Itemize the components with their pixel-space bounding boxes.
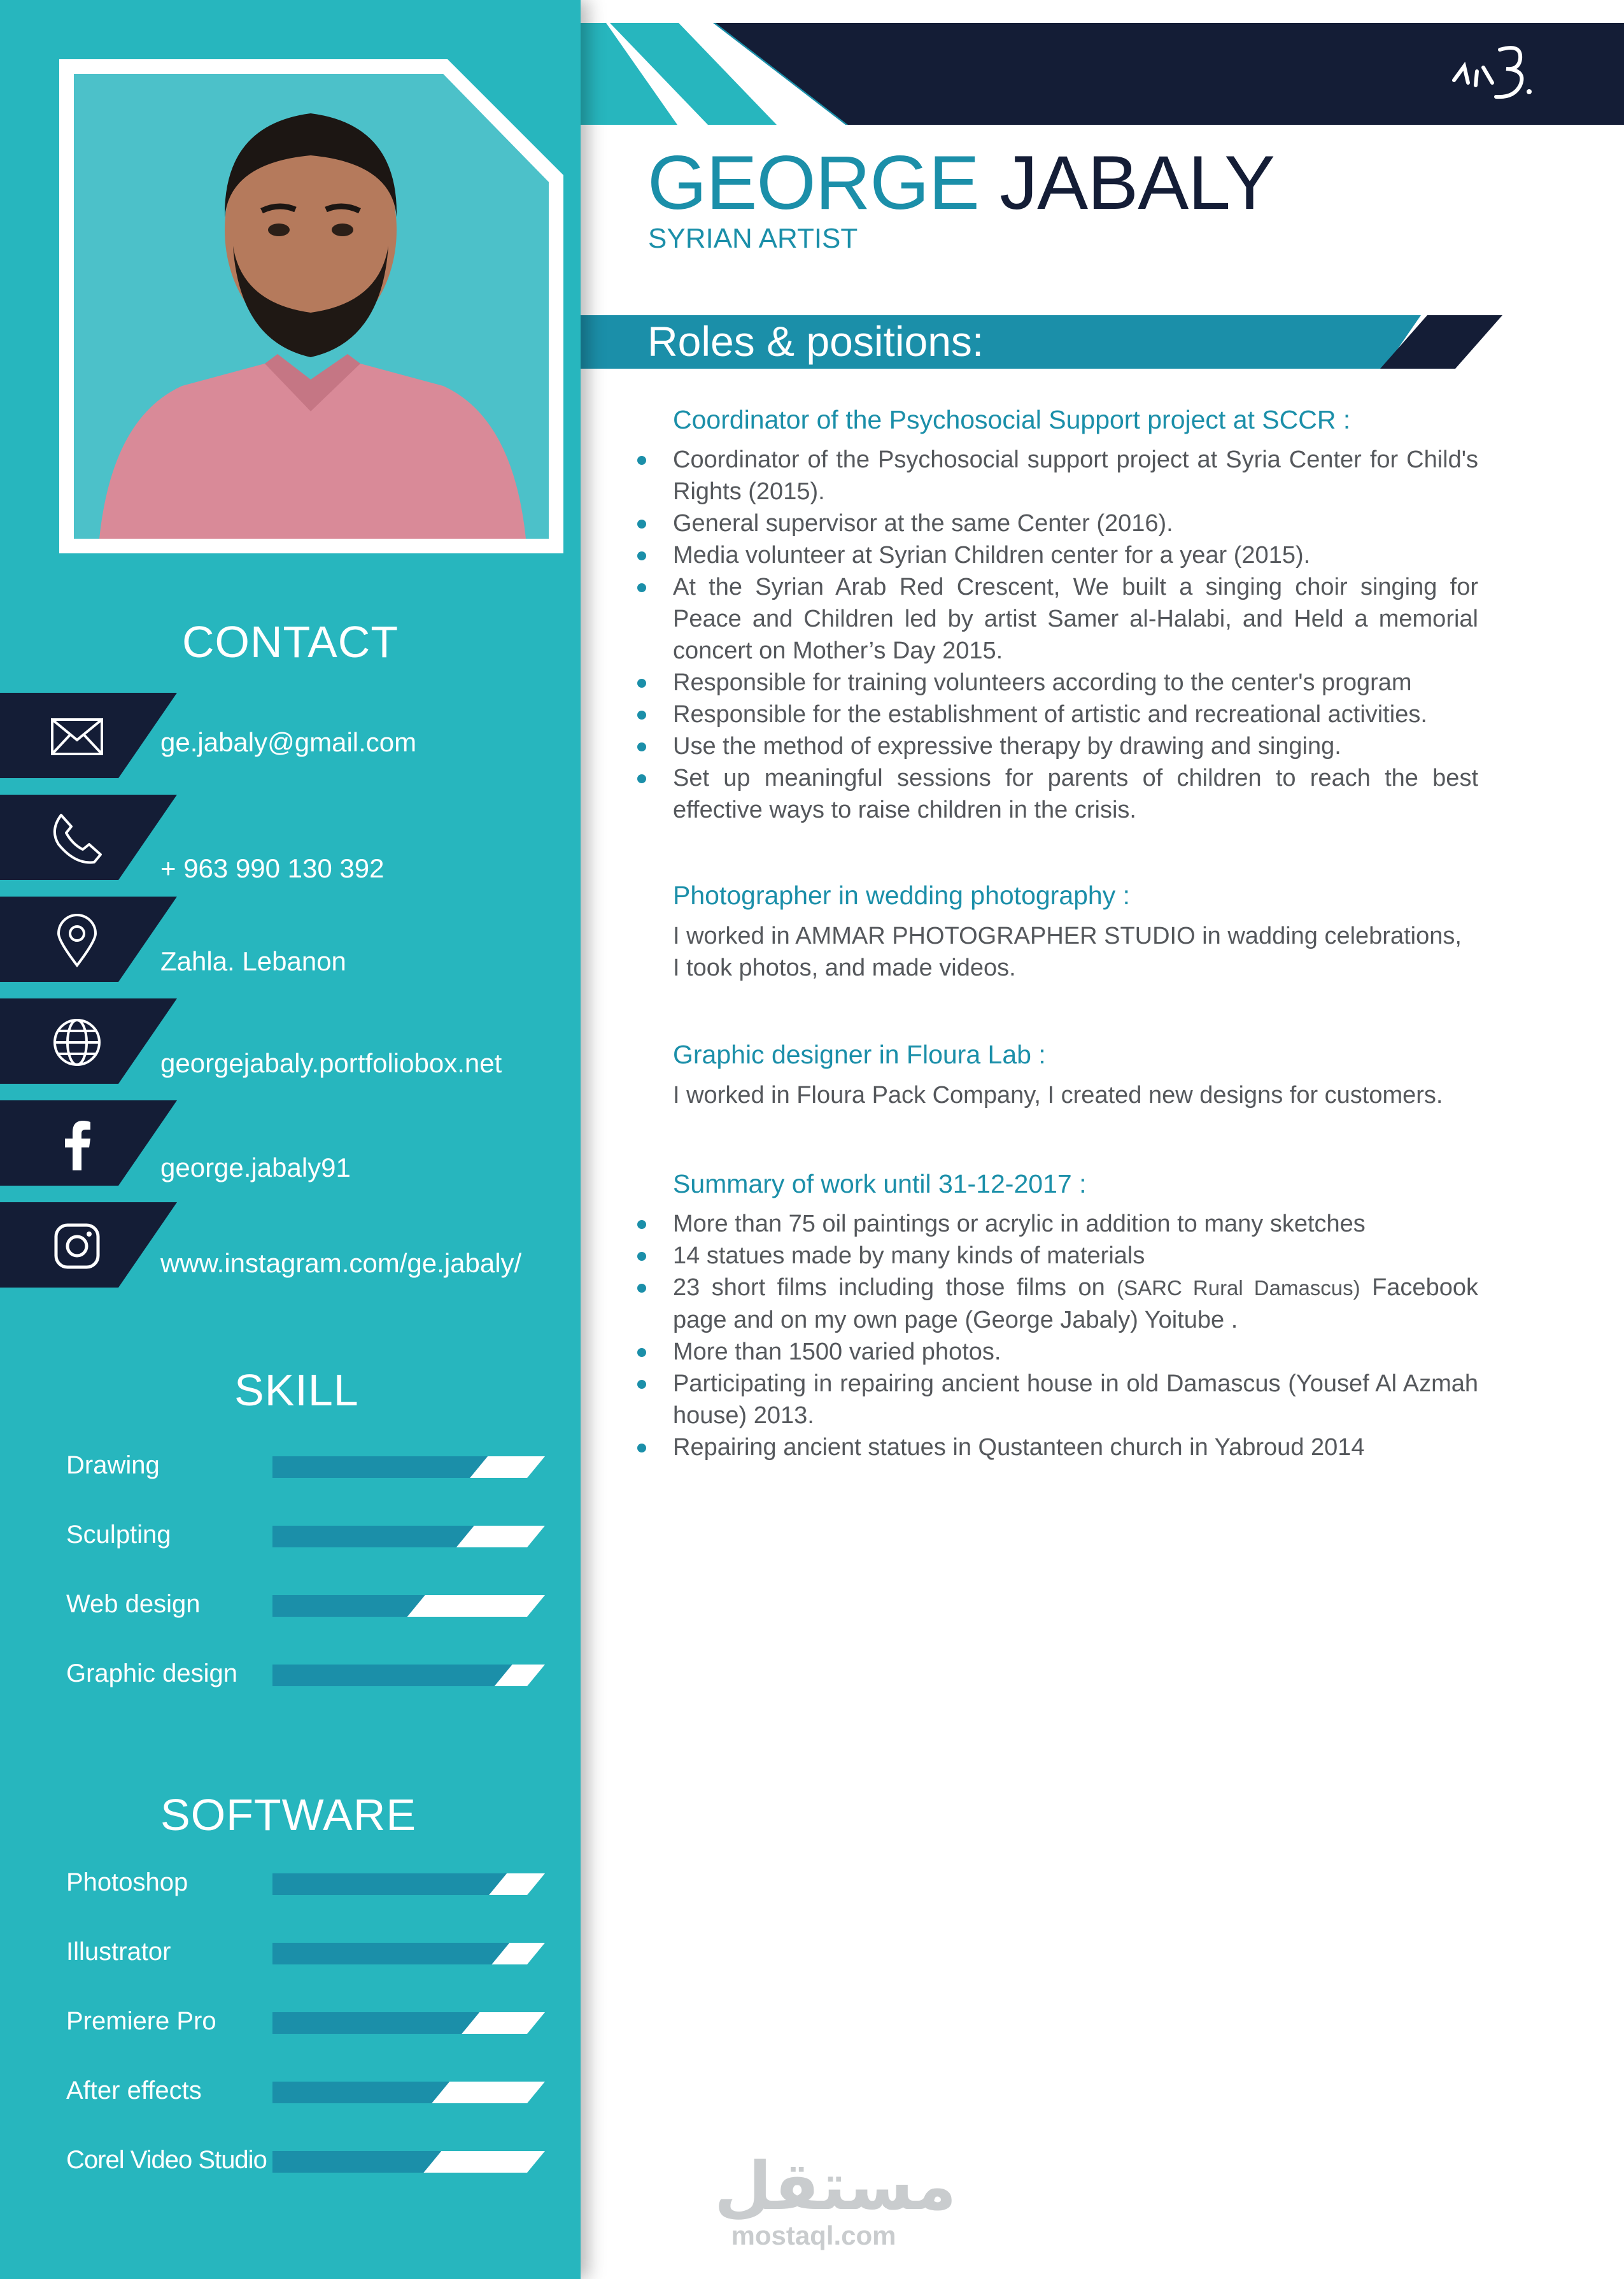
contact-location [0, 897, 581, 982]
list-item: Coordinator of the Psychosocial support project at Syria Center for Child's Rights (2015). [673, 444, 1478, 508]
software-after-effects [0, 2075, 581, 2107]
globe-icon [50, 1015, 104, 1070]
website-text[interactable]: georgejabaly.portfoliobox.net [160, 1048, 502, 1078]
software-illustrator [0, 1936, 581, 1968]
skill-bar [272, 1595, 545, 1617]
software-bar-fill [272, 2082, 449, 2103]
skill-bar [272, 1456, 545, 1478]
contact-email [0, 693, 581, 778]
section-heading-graphic-designer: Graphic designer in Floura Lab : [673, 1040, 1046, 1069]
skill-graphic-design [0, 1658, 581, 1690]
profile-photo-frame [59, 59, 563, 553]
section-heading-sccr: Coordinator of the Psychosocial Support project at SCCR : [673, 405, 1351, 434]
photographer-description: I worked in AMMAR PHOTOGRAPHER STUDIO in wadding celebrations, I took photos, and made videos. [673, 923, 1462, 981]
skill-drawing [0, 1450, 581, 1482]
software-label: Illustrator [66, 1938, 171, 1966]
watermark [714, 2147, 957, 2250]
list-item: Participating in repairing ancient house in old Damascus (Yousef Al Azmah house) 2013. [673, 1368, 1478, 1431]
graphic-designer-description: I worked in Floura Pack Company, I created new designs for customers. [673, 1082, 1443, 1109]
software-bar [272, 1943, 545, 1964]
list-item: Responsible for the establishment of artistic and recreational activities. [673, 699, 1478, 730]
contact-title: CONTACT [182, 617, 399, 667]
software-label: Photoshop [66, 1868, 188, 1896]
software-bar-fill [272, 1943, 509, 1964]
instagram-icon [50, 1219, 104, 1274]
last-name: JABALY [999, 140, 1275, 225]
section-heading-photographer: Photographer in wedding photography : [673, 881, 1131, 910]
facebook-icon [50, 1117, 104, 1172]
roles-title: Roles & positions: [647, 318, 984, 365]
list-item: At the Syrian Arab Red Crescent, We built a singing choir singing for Peace and Children led by artist Samer al-Halabi, and Held a memorial concert on Mother’s Day 2015. [673, 571, 1478, 667]
software-corel-video-studio [0, 2145, 581, 2176]
skill-title: SKILL [234, 1365, 359, 1415]
skill-bar-fill [272, 1595, 425, 1617]
skill-label: Web design [66, 1590, 201, 1618]
skill-sculpting [0, 1519, 581, 1551]
contact-instagram [0, 1202, 581, 1288]
contact-website [0, 998, 581, 1084]
software-bar-fill [272, 1873, 507, 1895]
skill-label: Drawing [66, 1451, 160, 1479]
software-bar [272, 2082, 545, 2103]
list-item: Set up meaningful sessions for parents of children to reach the best effective ways to raise children in the crisis. [673, 762, 1478, 826]
location-text: Zahla. Lebanon [160, 946, 346, 976]
software-bar-fill [272, 2151, 441, 2173]
software-bar [272, 2012, 545, 2034]
skill-bar [272, 1665, 545, 1686]
list-item: General supervisor at the same Center (2016). [673, 508, 1478, 539]
facebook-text[interactable]: george.jabaly91 [160, 1153, 351, 1182]
envelope-icon [50, 709, 104, 764]
section-heading-summary: Summary of work until 31-12-2017 : [673, 1169, 1087, 1198]
watermark-latin: mostaql.com [731, 2220, 896, 2250]
instagram-text[interactable]: www.instagram.com/ge.jabaly/ [160, 1248, 522, 1278]
list-item: More than 75 oil paintings or acrylic in addition to many sketches [673, 1208, 1478, 1240]
profile-photo [74, 74, 549, 539]
skill-bar [272, 1526, 545, 1547]
skill-web-design [0, 1589, 581, 1621]
software-premiere-pro [0, 2006, 581, 2038]
software-label: After effects [66, 2077, 202, 2105]
list-item-films [673, 1272, 1478, 1336]
signature-icon [1445, 31, 1566, 113]
skill-label: Graphic design [66, 1659, 238, 1687]
software-bar [272, 2151, 545, 2173]
software-label: Corel Video Studio [66, 2146, 267, 2174]
phone-icon [50, 811, 104, 866]
skill-bar-fill [272, 1456, 488, 1478]
list-item: Repairing ancient statues in Qustanteen church in Yabroud 2014 [673, 1431, 1478, 1463]
contact-phone [0, 795, 581, 883]
email-text[interactable]: ge.jabaly@gmail.com [160, 727, 417, 757]
phone-text[interactable]: + 963 990 130 392 [160, 853, 385, 883]
skill-bar-fill [272, 1665, 512, 1686]
software-bar [272, 1873, 545, 1895]
job-title: SYRIAN ARTIST [648, 223, 858, 254]
sidebar [0, 0, 581, 2279]
software-photoshop [0, 1867, 581, 1899]
skill-label: Sculpting [66, 1521, 171, 1549]
films-text-b: (SARC Rural Damascus) [1117, 1276, 1360, 1300]
full-name [647, 139, 1274, 227]
watermark-arabic: مستقل [714, 2147, 957, 2225]
first-name: GEORGE [647, 140, 979, 225]
summary-bullet-list [673, 1208, 1478, 1463]
location-pin-icon [50, 913, 104, 968]
contact-facebook [0, 1100, 581, 1186]
list-item: Media volunteer at Syrian Children center for a year (2015). [673, 539, 1478, 571]
list-item: More than 1500 varied photos. [673, 1336, 1478, 1368]
list-item: 14 statues made by many kinds of materials [673, 1240, 1478, 1272]
software-label: Premiere Pro [66, 2007, 216, 2035]
films-text-a: 23 short films including those films on [673, 1274, 1117, 1301]
films-text-c: Facebook page and on my own page (George Jabaly) Yoitube . [673, 1274, 1478, 1333]
sccr-bullet-list [673, 444, 1478, 826]
software-title: SOFTWARE [160, 1790, 417, 1840]
list-item: Use the method of expressive therapy by drawing and singing. [673, 730, 1478, 762]
skill-bar-fill [272, 1526, 474, 1547]
list-item: Responsible for training volunteers according to the center's program [673, 667, 1478, 699]
software-bar-fill [272, 2012, 479, 2034]
